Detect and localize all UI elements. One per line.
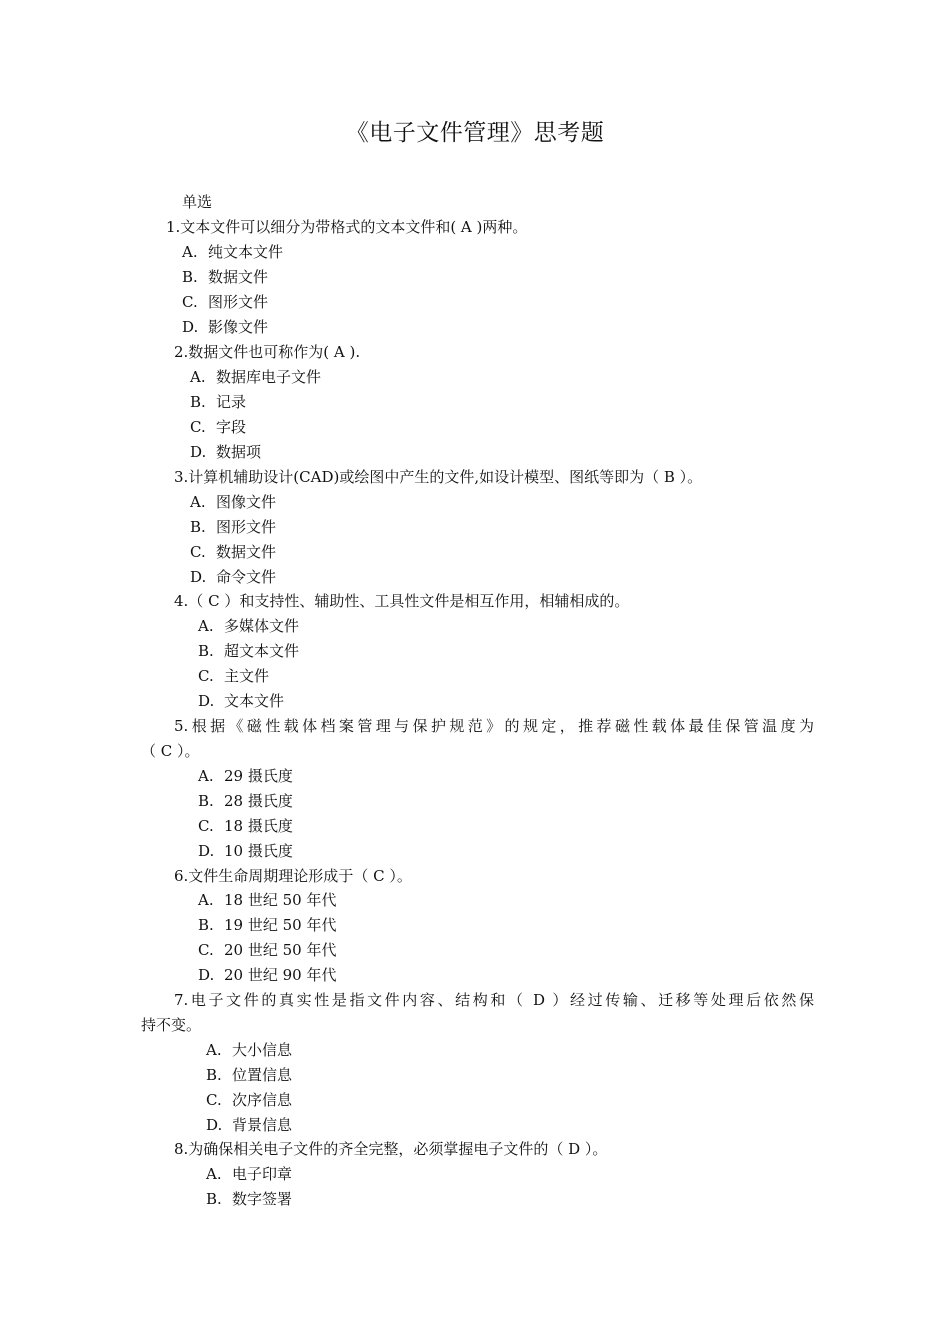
question-6-option — [198, 963, 336, 987]
option-text: 大小信息 — [232, 1041, 293, 1059]
question-8-option — [206, 1187, 292, 1211]
option-letter: D. — [182, 318, 199, 336]
option-text: 次序信息 — [232, 1091, 293, 1109]
option-letter: D. — [190, 568, 207, 586]
question-7-option — [206, 1038, 292, 1062]
option-text: 主文件 — [224, 667, 270, 685]
option-text: 记录 — [216, 393, 247, 411]
option-text: 图形文件 — [208, 293, 269, 311]
option-letter: C. — [198, 941, 214, 959]
option-text: 电子印章 — [232, 1165, 293, 1183]
question-6-option — [198, 888, 336, 912]
option-letter: B. — [182, 268, 198, 286]
question-2-text: 2.数据文件也可称作为( A ). — [174, 343, 361, 361]
option-text: 图像文件 — [216, 493, 277, 511]
option-letter: A. — [190, 493, 206, 511]
option-letter: B. — [198, 642, 214, 660]
option-text: 28 摄氏度 — [224, 792, 293, 810]
question-3-option — [190, 540, 276, 564]
question-7-option — [206, 1063, 292, 1087]
option-letter: C. — [190, 418, 206, 436]
option-text: 10 摄氏度 — [224, 842, 293, 860]
question-6-text: 6.文件生命周期理论形成于（ C ）。 — [174, 867, 412, 885]
option-letter: B. — [206, 1190, 222, 1208]
option-letter: C. — [198, 667, 214, 685]
option-text: 数据库电子文件 — [216, 368, 322, 386]
question-1-text: 1.文本文件可以细分为带格式的文本文件和( A )两种。 — [166, 218, 528, 236]
option-letter: D. — [206, 1116, 223, 1134]
option-text: 数据项 — [216, 443, 262, 461]
question-2-option — [190, 440, 261, 464]
question-1-option — [182, 240, 283, 264]
question-8-option — [206, 1162, 292, 1186]
question-6-option — [198, 938, 336, 962]
option-letter: A. — [198, 767, 214, 785]
option-letter: B. — [198, 916, 214, 934]
option-letter: B. — [206, 1066, 222, 1084]
option-letter: C. — [182, 293, 198, 311]
option-letter: B. — [190, 518, 206, 536]
question-4-option — [198, 639, 299, 663]
option-letter: A. — [206, 1165, 222, 1183]
question-3-option — [190, 515, 276, 539]
option-letter: A. — [206, 1041, 222, 1059]
option-text: 字段 — [216, 418, 247, 436]
option-text: 影像文件 — [208, 318, 269, 336]
question-3-text: 3.计算机辅助设计(CAD)或绘图中产生的文件,如设计模型、图纸等即为（ B ）。 — [174, 468, 703, 486]
question-8-text: 8.为确保相关电子文件的齐全完整，必须掌握电子文件的（ D ）。 — [174, 1140, 608, 1158]
option-text: 文本文件 — [224, 692, 285, 710]
option-text: 命令文件 — [216, 568, 277, 586]
option-text: 图形文件 — [216, 518, 277, 536]
question-4-option — [198, 664, 269, 688]
option-letter: A. — [198, 891, 214, 909]
option-text: 数据文件 — [216, 543, 277, 561]
option-text: 18 世纪 50 年代 — [224, 891, 337, 909]
option-text: 数据文件 — [208, 268, 269, 286]
question-4-option — [198, 614, 299, 638]
question-1-option — [182, 315, 268, 339]
option-letter: C. — [198, 817, 214, 835]
option-letter: B. — [198, 792, 214, 810]
option-text: 多媒体文件 — [224, 617, 300, 635]
option-text: 位置信息 — [232, 1066, 293, 1084]
option-text: 背景信息 — [232, 1116, 293, 1134]
question-6-option — [198, 913, 336, 937]
question-3-option — [190, 490, 276, 514]
option-text: 18 摄氏度 — [224, 817, 293, 835]
page-title: 《电子文件管理》思考题 — [345, 120, 605, 146]
question-2-option — [190, 415, 246, 439]
question-7-text: 7.电子文件的真实性是指文件内容、结构和（ D ）经过传输、迁移等处理后依然保 — [174, 991, 814, 1009]
question-1-option — [182, 265, 268, 289]
option-letter: D. — [198, 966, 215, 984]
question-4-text: 4.（ C ）和支持性、辅助性、工具性文件是相互作用，相辅相成的。 — [174, 592, 630, 610]
question-4-option — [198, 689, 284, 713]
option-text: 超文本文件 — [224, 642, 300, 660]
option-text: 纯文本文件 — [208, 243, 284, 261]
question-5-continuation: （ C ）。 — [141, 742, 200, 760]
question-7-continuation: 持不变。 — [141, 1016, 202, 1034]
option-letter: C. — [206, 1091, 222, 1109]
option-text: 29 摄氏度 — [224, 767, 293, 785]
option-letter: A. — [190, 368, 206, 386]
option-letter: D. — [198, 842, 215, 860]
option-letter: A. — [198, 617, 214, 635]
question-2-option — [190, 390, 246, 414]
question-5-option — [198, 839, 293, 863]
question-7-option — [206, 1088, 292, 1112]
question-7-option — [206, 1113, 292, 1137]
question-5-option — [198, 789, 293, 813]
option-letter: C. — [190, 543, 206, 561]
option-text: 数字签署 — [232, 1190, 293, 1208]
option-letter: D. — [198, 692, 215, 710]
question-1-option — [182, 290, 268, 314]
question-2-option — [190, 365, 321, 389]
question-5-option — [198, 764, 293, 788]
question-5-text: 5.根据《磁性载体档案管理与保护规范》的规定，推荐磁性载体最佳保管温度为 — [174, 717, 814, 735]
option-letter: B. — [190, 393, 206, 411]
question-5-option — [198, 814, 293, 838]
option-letter: D. — [190, 443, 207, 461]
option-letter: A. — [182, 243, 198, 261]
question-3-option — [190, 565, 276, 589]
option-text: 20 世纪 50 年代 — [224, 941, 337, 959]
option-text: 20 世纪 90 年代 — [224, 966, 337, 984]
option-text: 19 世纪 50 年代 — [224, 916, 337, 934]
section-label: 单选 — [182, 193, 213, 211]
